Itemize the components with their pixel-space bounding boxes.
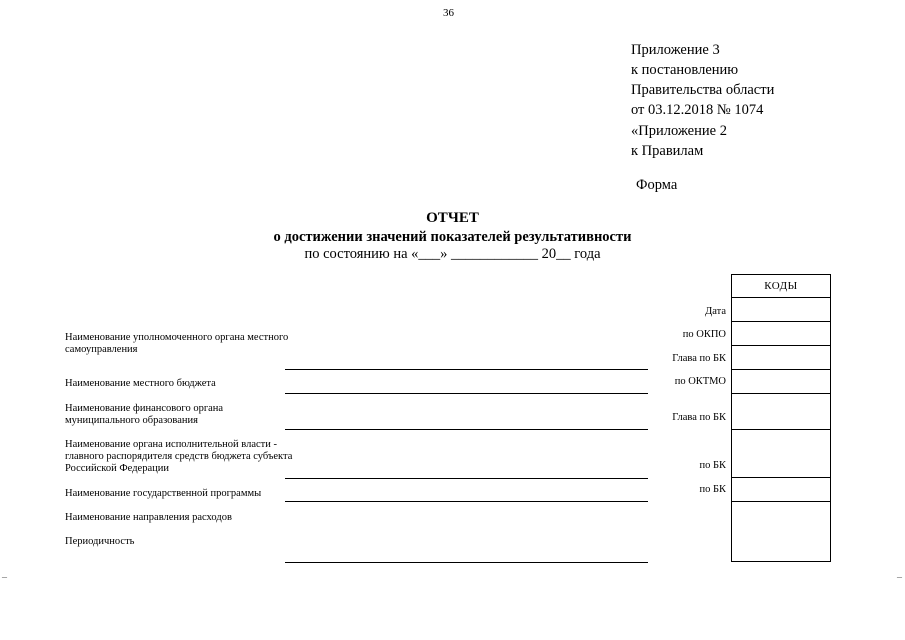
- edge-mark-right: –: [897, 572, 902, 583]
- field-label-local-budget: Наименование местного бюджета: [65, 378, 216, 389]
- appendix-line-4: от 03.12.2018 № 1074: [631, 102, 764, 118]
- codes-row-divider: [732, 501, 830, 502]
- field-label-authority: Наименование уполномоченного органа местного самоуправления: [65, 332, 289, 355]
- codes-row-divider: [732, 477, 830, 478]
- appendix-line-3: Правительства области: [631, 82, 775, 98]
- field-label-periodicity: Периодичность: [65, 536, 135, 547]
- fill-line-state-program[interactable]: [285, 501, 648, 502]
- codes-header: КОДЫ: [732, 275, 830, 298]
- code-label-glava-bk-1: Глава по БК: [672, 353, 726, 364]
- edge-mark-left: –: [2, 572, 7, 583]
- inner-appendix-block: [631, 121, 727, 161]
- codes-table: [731, 274, 831, 562]
- code-label-oktmo: по ОКТМО: [674, 376, 726, 387]
- codes-row-divider: [732, 345, 830, 346]
- inner-appendix-line-1: «Приложение 2: [631, 123, 727, 139]
- field-label-state-program: Наименование государственной программы: [65, 488, 262, 499]
- page-number: 36: [443, 7, 454, 19]
- code-label-bk-1: по БК: [699, 460, 726, 471]
- report-subtitle: о достижении значений показателей результативности: [273, 229, 632, 245]
- inner-appendix-line-2: к Правилам: [631, 143, 704, 159]
- fill-line-local-budget[interactable]: [285, 393, 648, 394]
- report-date-line: по состоянию на «___» ____________ 20__ года: [304, 246, 601, 262]
- appendix-block: [631, 40, 774, 120]
- code-label-glava-bk-2: Глава по БК: [672, 412, 726, 423]
- codes-row-divider: [732, 429, 830, 430]
- form-label: Форма: [636, 177, 678, 193]
- fill-line-executive-body[interactable]: [285, 478, 648, 479]
- code-label-okpo: по ОКПО: [682, 329, 726, 340]
- appendix-line-1: Приложение 3: [631, 42, 720, 58]
- fill-line-authority[interactable]: [285, 369, 648, 370]
- codes-row-divider: [732, 321, 830, 322]
- fill-line-periodicity[interactable]: [285, 562, 648, 563]
- field-label-expense-direction: Наименование направления расходов: [65, 512, 232, 523]
- fill-line-finance-body[interactable]: [285, 429, 648, 430]
- codes-row-divider: [732, 369, 830, 370]
- report-title: ОТЧЕТ: [426, 210, 479, 226]
- codes-row-divider: [732, 393, 830, 394]
- code-label-date: Дата: [705, 306, 726, 317]
- field-label-executive-body: Наименование органа исполнительной власти - главного распорядителя средств бюджета субъекта Российской Федерации: [65, 439, 293, 474]
- code-label-bk-2: по БК: [699, 484, 726, 495]
- field-label-finance-body: Наименование финансового органа муниципального образования: [65, 403, 224, 426]
- appendix-line-2: к постановлению: [631, 62, 739, 78]
